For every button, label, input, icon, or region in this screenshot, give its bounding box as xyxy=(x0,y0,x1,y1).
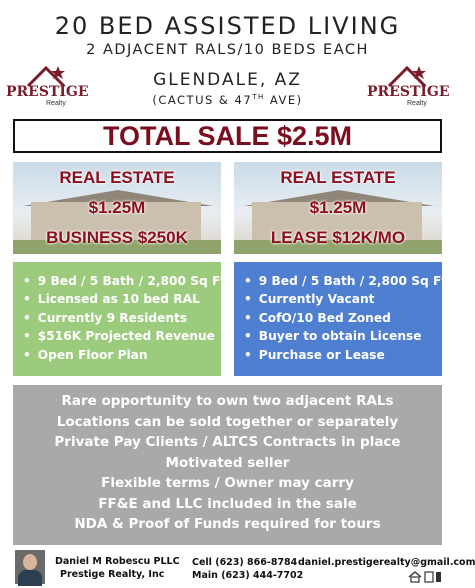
right-heading: REAL ESTATE xyxy=(280,168,396,187)
list-item: • Currently Vacant xyxy=(244,290,442,308)
highlight-line: Motivated seller xyxy=(165,454,290,471)
list-item: • Buyer to obtain License xyxy=(244,327,442,345)
list-item: • Currently 9 Residents xyxy=(23,309,221,327)
right-extra: LEASE $12K/MO xyxy=(270,228,406,247)
agent-email[interactable]: daniel.prestigerealty@gmail.com xyxy=(298,557,475,568)
equal-housing-icon xyxy=(407,570,443,584)
highlight-line: Private Pay Clients / ALTCS Contracts in place xyxy=(54,434,401,450)
highlight-line: Flexible terms / Owner may carry xyxy=(101,475,354,491)
location-city: GLENDALE, AZ xyxy=(153,70,302,90)
prestige-logo-left: PRESTIGE Realty xyxy=(6,62,86,108)
agent-name: Daniel M Robescu PLLC xyxy=(55,556,180,567)
highlight-line: Rare opportunity to own two adjacent RALs xyxy=(61,393,394,409)
right-price: $1.25M xyxy=(309,198,367,217)
highlights-box xyxy=(13,385,442,545)
cross-streets: (CACTUS & 47TH AVE) xyxy=(152,93,303,107)
page-subtitle: 2 ADJACENT RALS/10 BEDS EACH xyxy=(86,42,369,58)
highlight-line: NDA & Proof of Funds required for tours xyxy=(74,516,381,532)
brokerage-name: Prestige Realty, Inc xyxy=(60,569,165,580)
cell-phone: Cell (623) 866-8784 xyxy=(192,557,298,568)
left-property-photo xyxy=(13,162,221,254)
list-item: • Open Floor Plan xyxy=(23,346,221,364)
list-item: • CofO/10 Bed Zoned xyxy=(244,309,442,327)
list-item: • 9 Bed / 5 Bath / 2,800 Sq Ft xyxy=(244,272,442,290)
right-property-photo xyxy=(234,162,442,254)
prestige-logo-right: PRESTIGE Realty xyxy=(367,62,447,108)
contact-footer xyxy=(0,548,475,588)
agent-avatar xyxy=(15,550,45,584)
list-item: • 9 Bed / 5 Bath / 2,800 Sq Ft xyxy=(23,272,221,290)
left-extra: BUSINESS $250K xyxy=(46,228,188,247)
left-heading: REAL ESTATE xyxy=(59,168,175,187)
left-features-box xyxy=(13,262,227,376)
total-sale-banner: TOTAL SALE $2.5M xyxy=(13,119,442,153)
page-title: 20 BED ASSISTED LIVING xyxy=(54,12,401,40)
list-item: • Purchase or Lease xyxy=(244,346,442,364)
list-item: • Licensed as 10 bed RAL xyxy=(23,290,221,308)
highlight-line: FF&E and LLC included in the sale xyxy=(98,495,357,512)
left-price: $1.25M xyxy=(88,198,146,217)
list-item: • $516K Projected Revenue xyxy=(23,327,221,345)
right-features-box xyxy=(234,262,448,376)
highlight-line: Locations can be sold together or separately xyxy=(56,413,399,430)
main-phone: Main (623) 444-7702 xyxy=(192,570,304,581)
